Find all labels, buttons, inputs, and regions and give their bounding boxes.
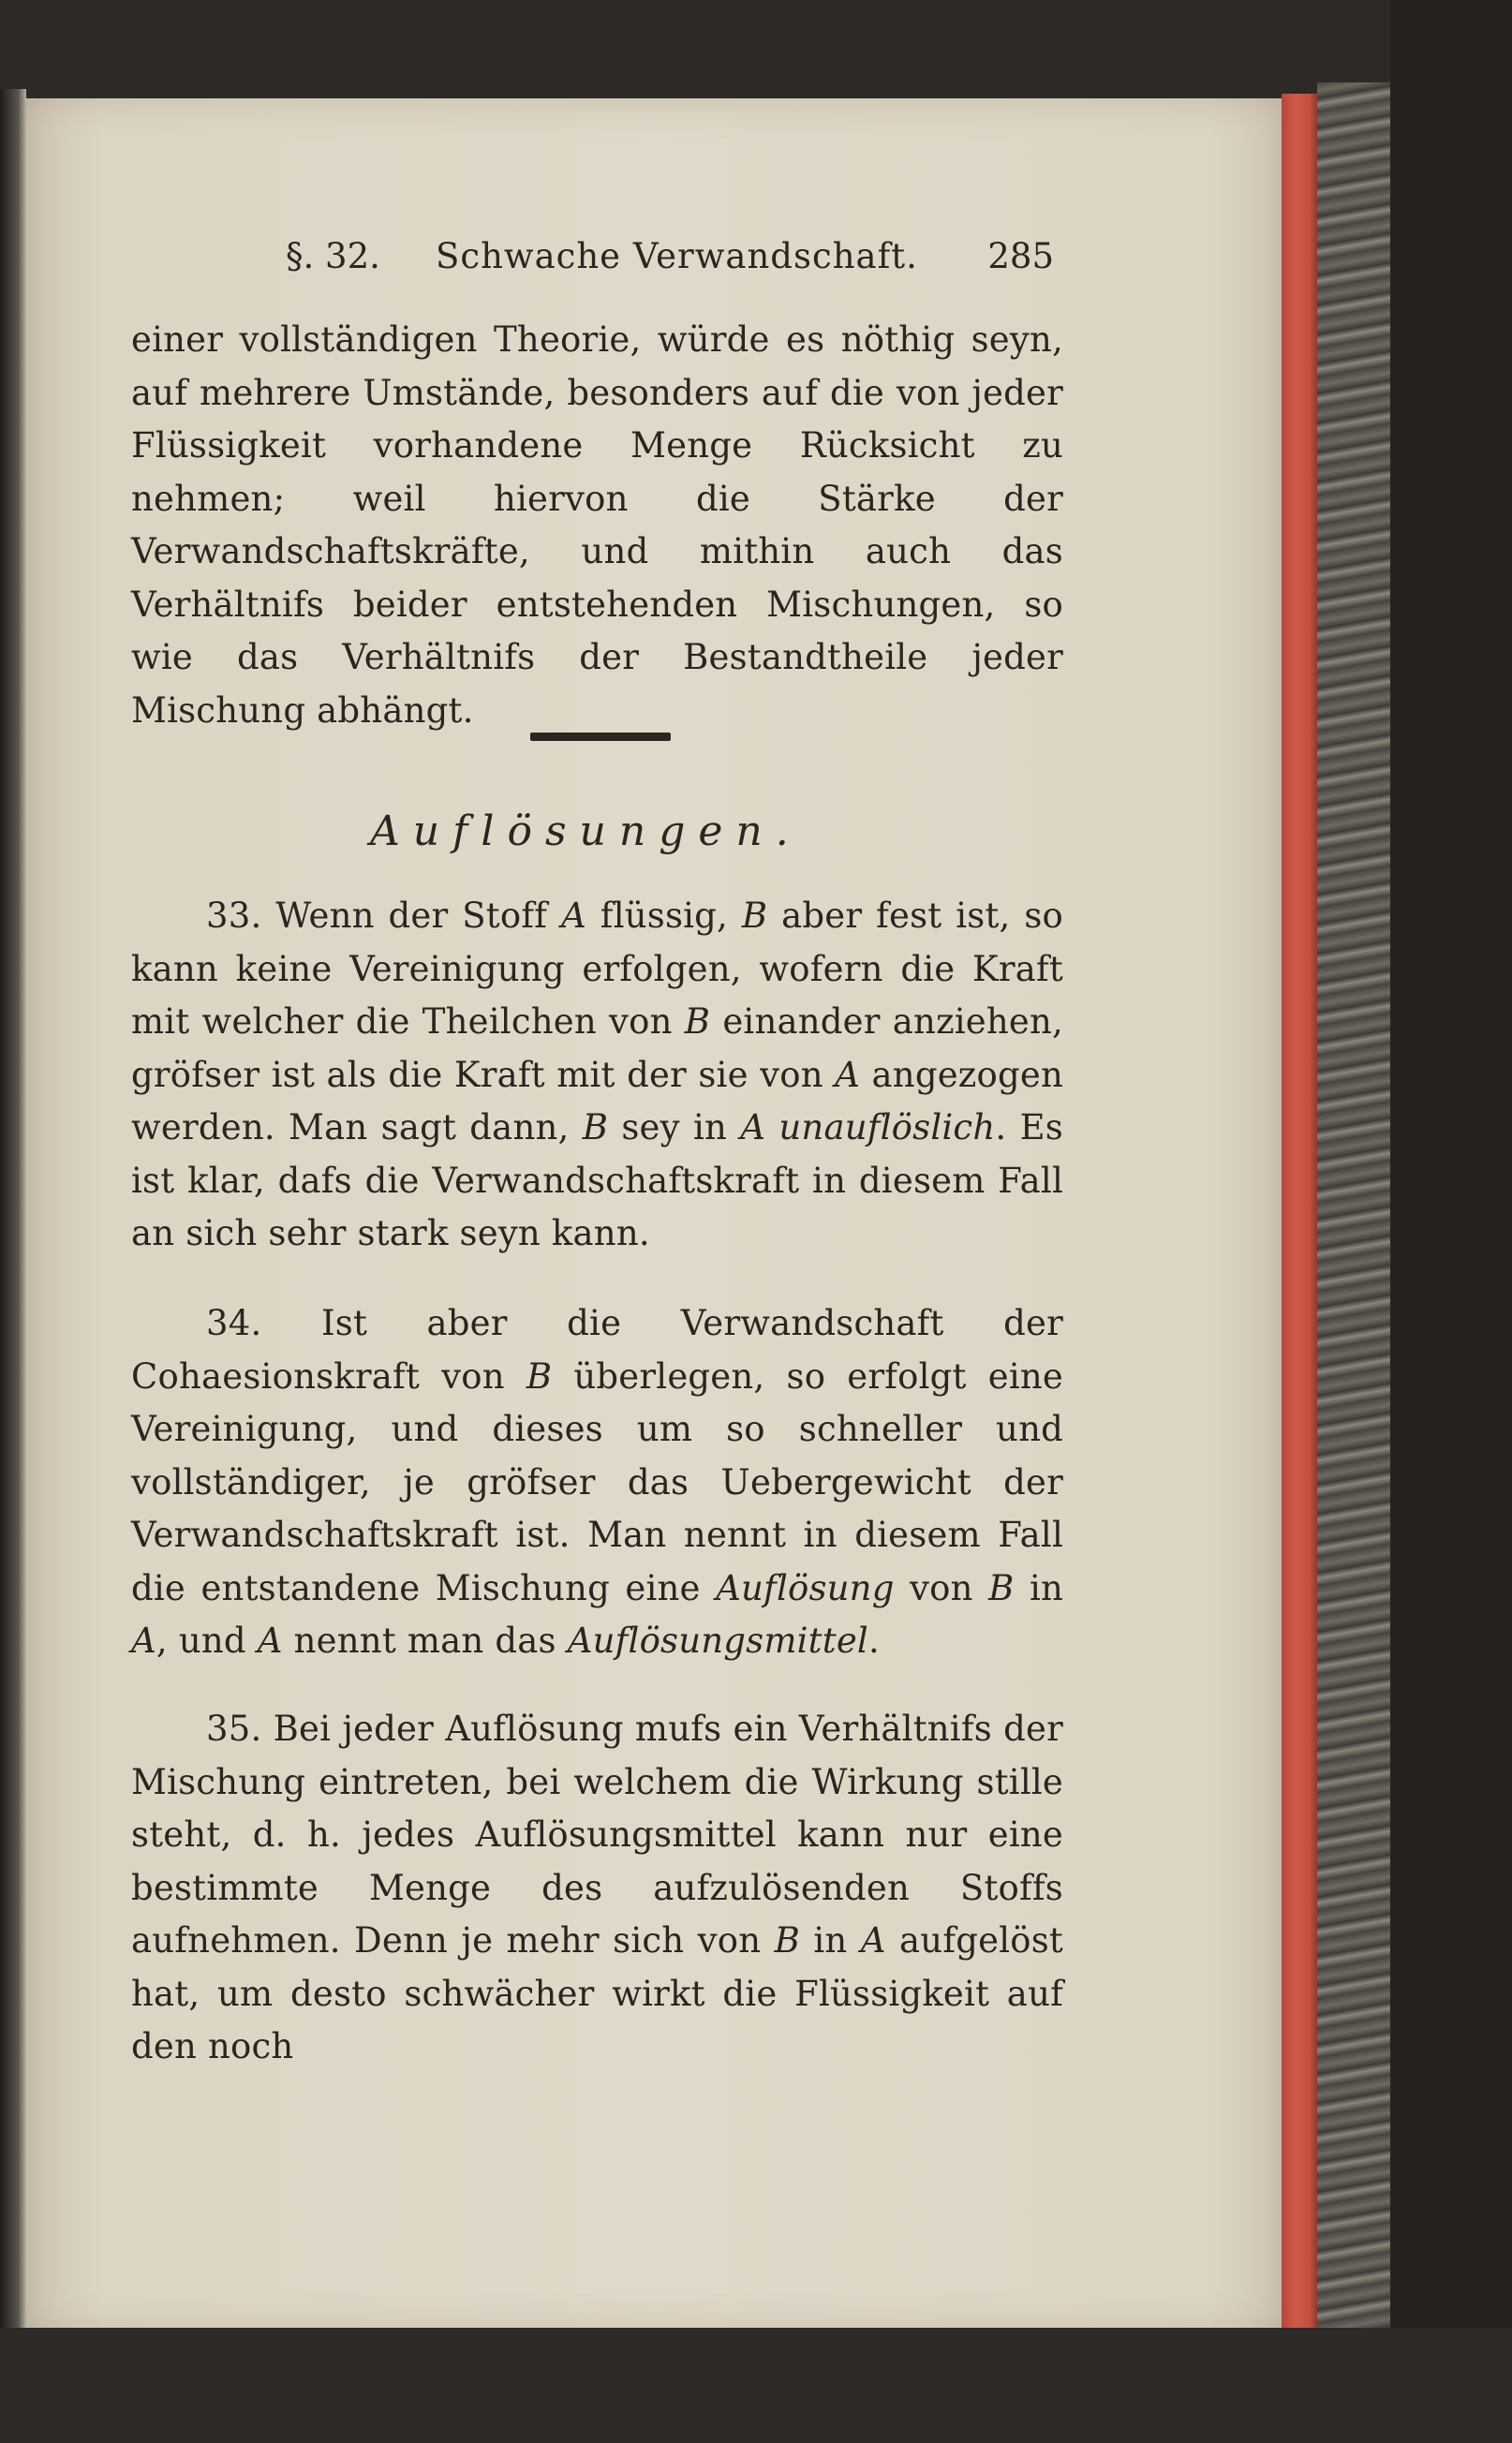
paragraph-34-text: 34. Ist aber die Verwandschaft der Cohaesionskraft von B überlegen, so erfolgt eine Vereinigung, und dieses um so schneller und vollständiger, je gröfser das Uebergewicht der Verwandschaftskraft ist. Man nennt in diesem Fall die entstandene Mischung eine Auflösung von B in A, und A nennt man das Auflösungsmittel. [131,1303,1064,1661]
running-head [286,236,1054,292]
emphasis-unaufloeslich: unauflöslich [778,1107,996,1147]
scan-background-right [1390,0,1512,2443]
paragraph-35-text: 35. Bei jeder Auflösung mufs ein Verhältnifs der Mischung eintreten, bei welchem die Wirkung stille steht, d. h. jedes Auflösungsmittel kann nur eine bestimmte Menge des aufzulösenden Stoffs aufnehmen. Denn je mehr sich von B in A aufgelöst hat, um desto schwächer wirkt die Flüssigkeit auf den noch [131,1709,1063,2066]
red-page-edge [1282,94,1317,2337]
section-heading: Auflösungen. [370,807,802,855]
paragraph-35 [131,1703,1063,2074]
paragraph-intro [131,314,1063,737]
paragraph-34 [131,1297,1063,1668]
section-divider [530,733,671,741]
paragraph-33-text: 33. Wenn der Stoff A flüssig, B aber fest ist, so kann keine Vereinigung erfolgen, wofern die Kraft mit welcher die Theilchen von B einander anziehen, gröfser ist als die Kraft mit der sie von A angezogen werden. Man sagt dann, B sey in A unauflöslich. Es ist klar, dafs die Verwandschaftskraft in diesem Fall an sich sehr stark seyn kann. [131,896,1064,1253]
emphasis-aufloesung: Auflösung [716,1567,895,1608]
emphasis-aufloesungsmittel: Auflösungsmittel [567,1621,868,1661]
book-cover-edge [1317,82,1390,2340]
page-gutter [0,89,26,2337]
running-title: Schwache Verwandschaft. [436,236,918,276]
paragraph-33 [131,890,1063,1261]
scan-background-bottom [0,2328,1512,2443]
paragraph-intro-text: einer vollständigen Theorie, würde es nöthig seyn, auf mehrere Umstände, besonders auf die von jeder Flüssigkeit vorhandene Menge Rücksicht zu nehmen; weil hiervon die Stärke der Verwandschaftskräfte, und mithin auch das Verhältnifs beider entstehenden Mischungen, so wie das Verhältnifs der Bestandtheile jeder Mischung abhängt. [131,319,1063,731]
page-number: 285 [987,236,1054,276]
section-number: §. 32. [286,236,380,276]
scan-background-top [0,0,1512,103]
